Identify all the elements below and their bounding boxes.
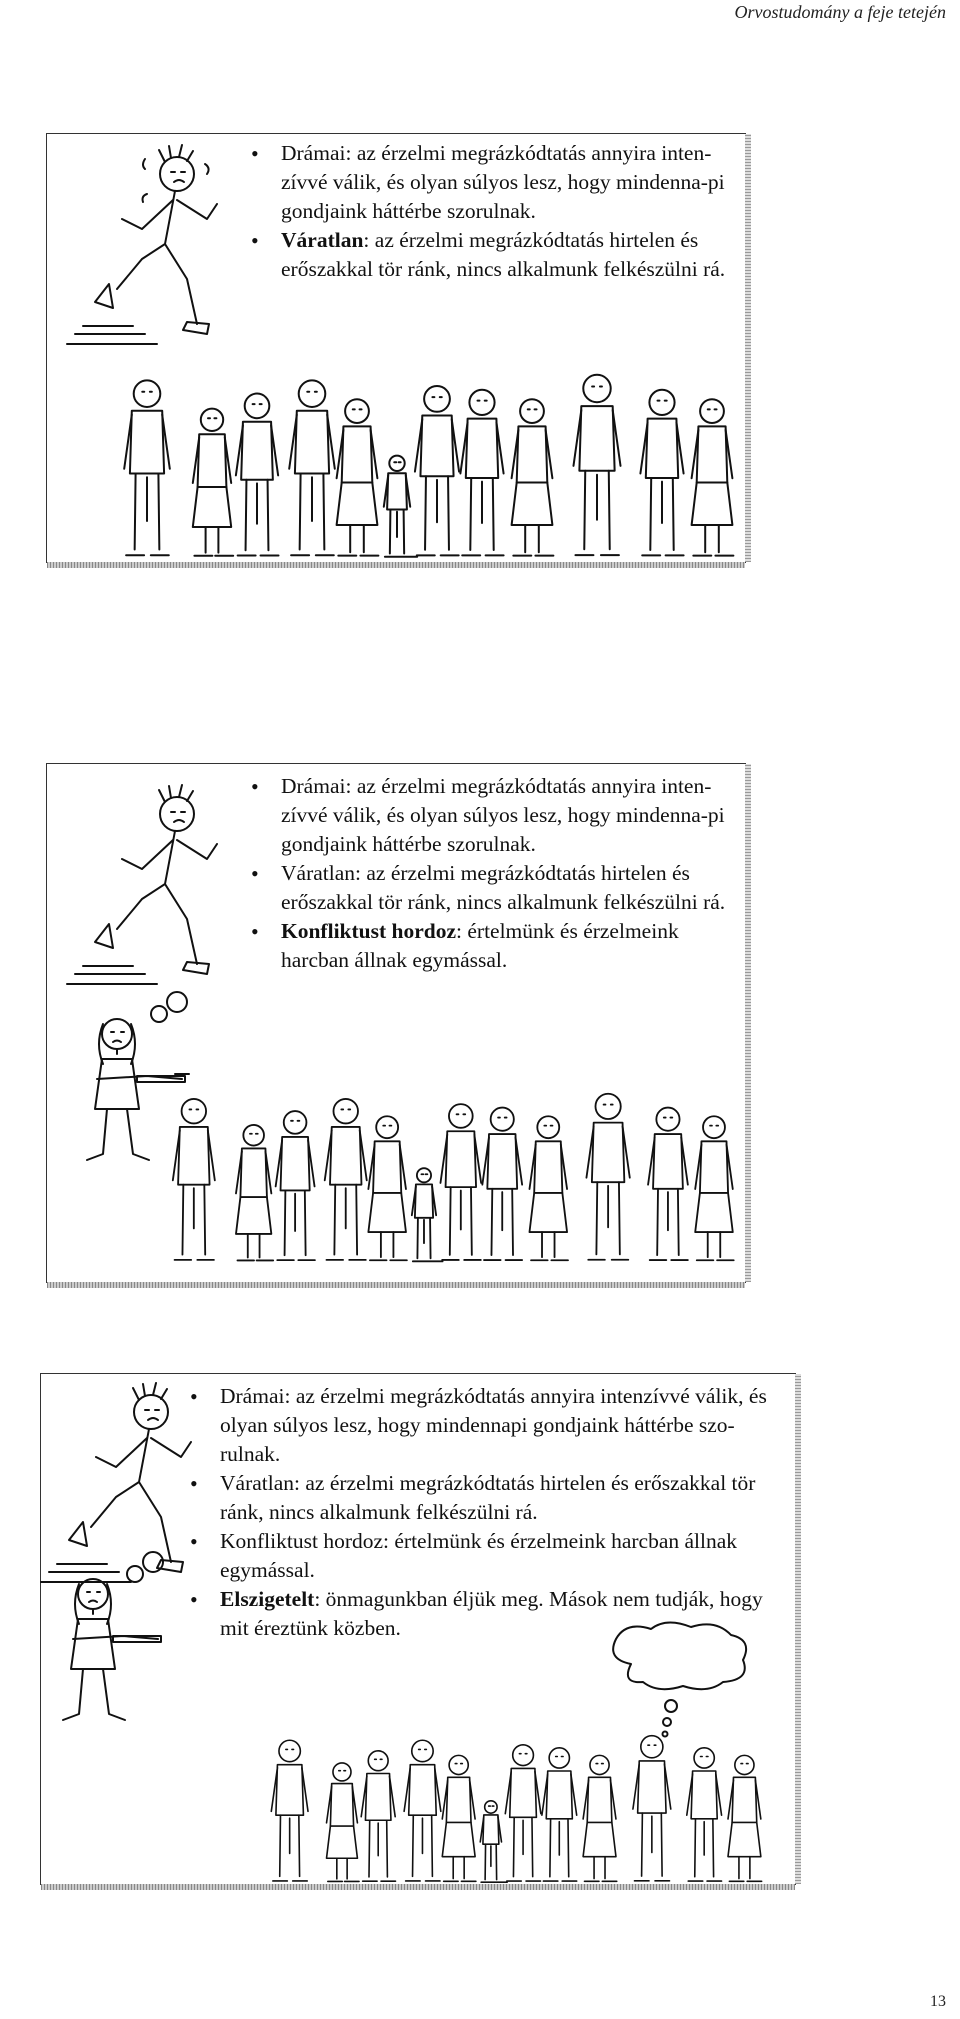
bullet-text: : értelmünk és érzelmeink harcban állnak egymással.: [281, 919, 679, 972]
crowd-illustration: [107, 354, 737, 559]
bullet-term: Elszigetelt: [220, 1587, 315, 1611]
bullet-text: : az érzelmi megrázkódtatás hirtelen és erőszakkal tör ránk, nincs alkalmunk felkészülni rá.: [281, 228, 726, 281]
slide-2-bullet-list: [247, 772, 727, 975]
bullet-item: [247, 917, 727, 975]
page-number: 13: [930, 1993, 946, 2010]
bullet-item: [247, 859, 727, 917]
bullet-text: Váratlan: az érzelmi megrázkódtatás hirtelen és erőszakkal tör ránk, nincs alkalmunk felkészülni rá.: [220, 1471, 756, 1524]
running-header: Orvostudomány a feje tetején: [734, 2, 946, 22]
running-man-illustration: [47, 774, 237, 984]
bullet-item: [186, 1469, 776, 1527]
slide-1-bullet-list: [247, 139, 727, 284]
bullet-text: Konfliktust hordoz: értelmünk és érzelmeink harcban állnak egymással.: [220, 1529, 738, 1582]
slide-1: [46, 133, 746, 563]
bullet-text: Drámai: az érzelmi megrázkódtatás annyira intenzívvé válik, és olyan súlyos lesz, hogy mindennapi gondjaink háttérbe szo-rulnak.: [220, 1384, 767, 1466]
bullet-text: : önmagunkban éljük meg. Mások nem tudják, hogy mit éreztünk közben.: [220, 1587, 763, 1640]
bullet-item: [186, 1382, 776, 1469]
running-man-illustration: [47, 134, 237, 344]
slide-3: [40, 1373, 796, 1885]
woman-with-rolling-pin-illustration: [43, 1544, 193, 1744]
bullet-item: [247, 772, 727, 859]
bullet-item: [247, 226, 727, 284]
bullet-item: [247, 139, 727, 226]
slide-2: [46, 763, 746, 1283]
bullet-term: Konfliktust hordoz: [281, 919, 457, 943]
slide-3-bullet-list: [186, 1382, 776, 1643]
crowd-illustration: [241, 1719, 781, 1884]
bullet-text: Váratlan: az érzelmi megrázkódtatás hirtelen és erőszakkal tör ránk, nincs alkalmunk felkészülni rá.: [281, 861, 726, 914]
bullet-text: Drámai: az érzelmi megrázkódtatás annyira inten-zívvé válik, és olyan súlyos lesz, hogy mindenna-pi gondjaink háttérbe szorulnak.: [281, 774, 725, 856]
bullet-text: Drámai: az érzelmi megrázkódtatás annyira inten-zívvé válik, és olyan súlyos lesz, hogy mindenna-pi gondjaink háttérbe szorulnak.: [281, 141, 725, 223]
bullet-item: [186, 1527, 776, 1585]
bullet-term: Váratlan: [281, 228, 364, 252]
crowd-illustration: [157, 1069, 737, 1269]
